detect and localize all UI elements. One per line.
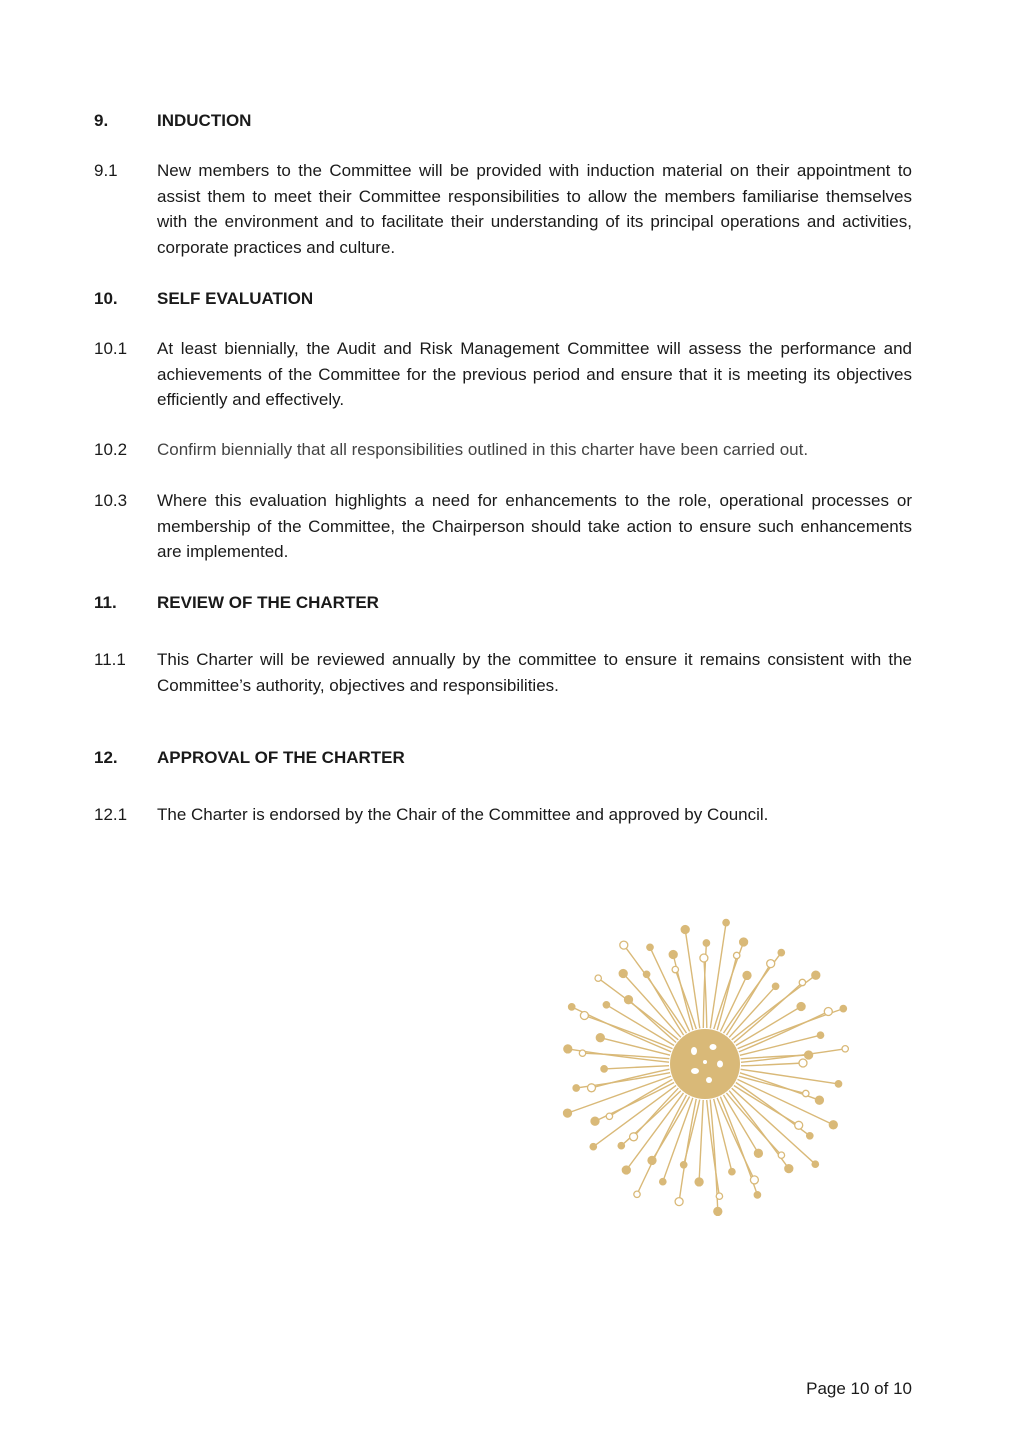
clause-text: This Charter will be reviewed annually by the committee to ensure it remains consistent with the Committee’s authority, objectives and responsibilities. bbox=[157, 650, 912, 695]
logo-ray-tip bbox=[695, 1178, 703, 1186]
logo-ray-tip bbox=[647, 944, 653, 950]
logo-ray-tip bbox=[579, 1050, 585, 1056]
logo-ray-tip bbox=[590, 1144, 596, 1150]
section-number: 10. bbox=[94, 289, 118, 308]
section-number: 11. bbox=[94, 593, 117, 612]
section-title: APPROVAL OF THE CHARTER bbox=[157, 748, 405, 767]
section-title: REVIEW OF THE CHARTER bbox=[157, 593, 379, 612]
logo-ray-tip bbox=[778, 1152, 784, 1158]
clause-text: Confirm biennially that all responsibilities outlined in this charter have been carried out. bbox=[157, 440, 809, 459]
logo-ray-tip bbox=[622, 1166, 630, 1174]
logo-ray-tip bbox=[803, 1090, 809, 1096]
logo-ray-tip bbox=[601, 1066, 607, 1072]
clause-text: At least biennially, the Audit and Risk Management Committee will assess the performance and achievements of the Committee for the previous period and ensure that it is meeting its objectives efficiently and effectively. bbox=[157, 339, 912, 409]
logo-ray-tip bbox=[740, 938, 748, 946]
clause-text: New members to the Committee will be provided with induction material on their appointment to assist them to meet their Committee responsibilities to allow the members familiarise themselves with the environment and to facilitate their understanding of its principal operations and activities, corporate practices and culture. bbox=[157, 161, 912, 257]
logo-ray-tip bbox=[797, 1003, 805, 1011]
logo-ray-tip bbox=[588, 1084, 596, 1092]
logo-ray-tip bbox=[573, 1085, 579, 1091]
logo-ray-tip bbox=[564, 1045, 572, 1053]
logo-ray-tip bbox=[580, 1012, 588, 1020]
logo-ray-tip bbox=[595, 975, 601, 981]
logo-ray-tip bbox=[734, 952, 740, 958]
logo-ray-tip bbox=[824, 1008, 832, 1016]
logo-ray bbox=[710, 923, 726, 1029]
logo-ray-tip bbox=[840, 1005, 846, 1011]
logo-ray-tip bbox=[754, 1192, 760, 1198]
logo-ray-tip bbox=[569, 1004, 575, 1010]
logo-ray-tip bbox=[675, 1198, 683, 1206]
clause-text: Where this evaluation highlights a need for enhancements to the role, operational processes or membership of the Committee, the Chairperson should take action to ensure such enhancements are implemented. bbox=[157, 491, 912, 561]
logo-ray-tip bbox=[564, 1109, 572, 1117]
logo-ray-tip bbox=[618, 1143, 624, 1149]
logo-ray-tip bbox=[591, 1117, 599, 1125]
logo-ray-tip bbox=[723, 919, 729, 925]
logo-ray-tip bbox=[630, 1133, 638, 1141]
page-number: Page 10 of 10 bbox=[806, 1379, 912, 1398]
logo-ray-tip bbox=[743, 971, 751, 979]
logo-ray-tip bbox=[754, 1149, 762, 1157]
section-number: 12. bbox=[94, 748, 118, 767]
logo-ray-tip bbox=[700, 954, 708, 962]
logo-ray bbox=[685, 930, 700, 1029]
clause-number: 11.1 bbox=[94, 650, 126, 669]
section-number: 9. bbox=[94, 111, 109, 130]
logo-ray-tip bbox=[772, 983, 778, 989]
logo-ray bbox=[741, 1063, 803, 1066]
logo-ray-tip bbox=[619, 970, 627, 978]
logo-ray bbox=[741, 1069, 839, 1084]
clause-number: 12.1 bbox=[94, 805, 128, 824]
logo-ray-tip bbox=[660, 1179, 666, 1185]
clause-number: 10.2 bbox=[94, 440, 128, 459]
logo-ray-tip bbox=[596, 1034, 604, 1042]
logo-ray bbox=[699, 1100, 703, 1182]
logo-ray-tip bbox=[785, 1165, 793, 1173]
logo-ray-tip bbox=[795, 1121, 803, 1129]
clause-number: 10.1 bbox=[94, 339, 128, 358]
logo-ray bbox=[598, 978, 678, 1040]
logo-ray-tip bbox=[729, 1169, 735, 1175]
logo-ray-tip bbox=[829, 1121, 837, 1129]
sunburst-logo bbox=[548, 905, 862, 1223]
logo-ray-tip bbox=[807, 1133, 813, 1139]
logo-ray-tip bbox=[842, 1046, 848, 1052]
section-title: SELF EVALUATION bbox=[157, 289, 314, 308]
logo-ray-tip bbox=[703, 940, 709, 946]
logo-ray-tip bbox=[714, 1207, 722, 1215]
logo-ray-tip bbox=[835, 1081, 841, 1087]
logo-ray-tip bbox=[603, 1002, 609, 1008]
logo-ray-tip bbox=[812, 971, 820, 979]
logo-ray-tip bbox=[606, 1113, 612, 1119]
logo-ray bbox=[717, 1098, 754, 1180]
logo-ray bbox=[584, 1016, 672, 1049]
logo-ray-tip bbox=[778, 949, 784, 955]
logo-ray-tip bbox=[716, 1193, 722, 1199]
clause-number: 9.1 bbox=[94, 161, 118, 180]
logo-ray bbox=[604, 1066, 669, 1069]
logo-ray-tip bbox=[620, 941, 628, 949]
logo-ray-tip bbox=[669, 951, 677, 959]
logo-ray-tip bbox=[815, 1096, 823, 1104]
logo-ray-tip bbox=[634, 1191, 640, 1197]
logo-ray-tip bbox=[799, 1059, 807, 1067]
clause-number: 10.3 bbox=[94, 491, 128, 510]
logo-ray-tip bbox=[812, 1161, 818, 1167]
section-title: INDUCTION bbox=[157, 111, 252, 130]
logo-ray-tip bbox=[750, 1176, 758, 1184]
logo-ray-tip bbox=[767, 960, 775, 968]
clause-text: The Charter is endorsed by the Chair of the Committee and approved by Council. bbox=[157, 805, 769, 824]
logo-ray-tip bbox=[817, 1032, 823, 1038]
logo-ray-tip bbox=[799, 979, 805, 985]
logo-ray-tip bbox=[681, 926, 689, 934]
logo-ray-tip bbox=[672, 966, 678, 972]
